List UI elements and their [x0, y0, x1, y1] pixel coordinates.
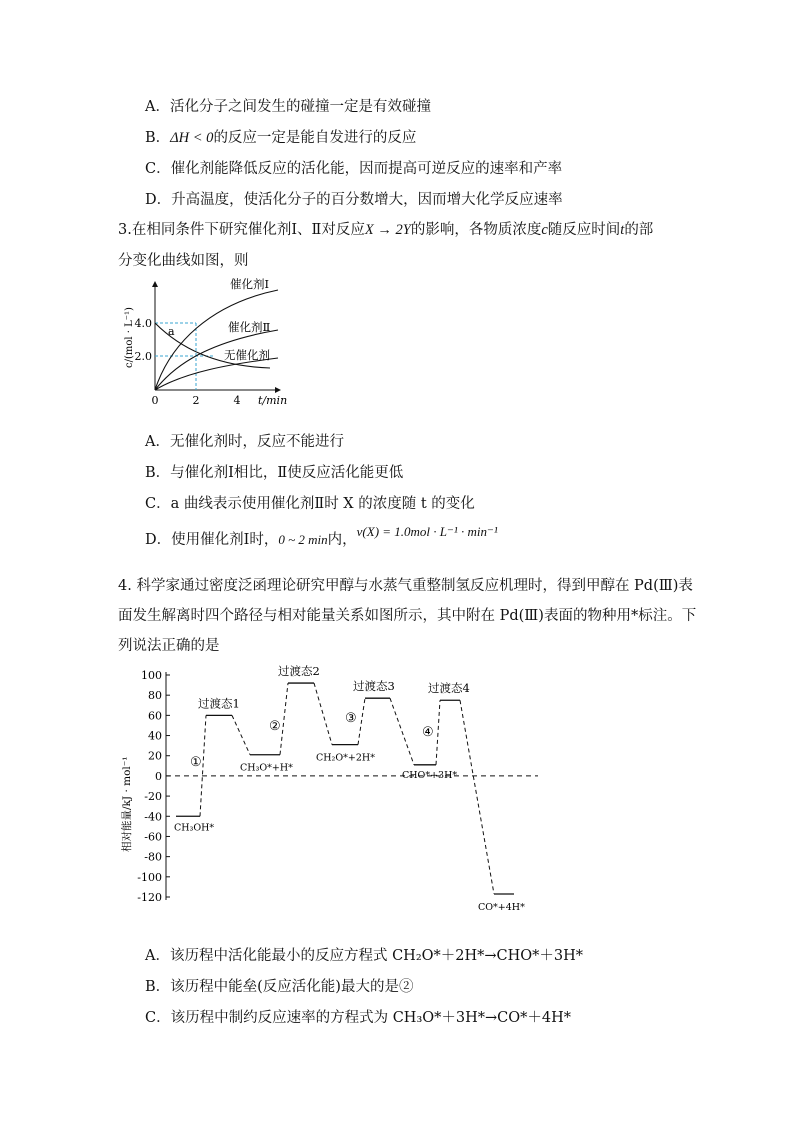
q4-connector [436, 700, 440, 765]
q3-option-d-prefix: D．使用催化剂Ⅰ时， [145, 532, 279, 548]
q4-ytick-label: 40 [148, 729, 162, 743]
q4-ytick-label: 0 [155, 769, 162, 783]
q4-ytick-label: 20 [148, 749, 162, 763]
q4-ytick-label: -120 [137, 891, 162, 904]
q3-option-d-mid: 内， [327, 532, 357, 548]
q3-label-catalyst-2: 催化剂Ⅱ [228, 320, 271, 334]
q4-level-label: CH₃O*+H* [240, 762, 293, 774]
q4-connector [460, 700, 494, 894]
q3-option-a: A．无催化剂时，反应不能进行 [145, 434, 344, 450]
q4-connector [390, 698, 414, 765]
q3-stem-part-d: 的部 [624, 222, 654, 238]
q4-level-label: CH₂O*+2H* [316, 752, 375, 764]
q3-ylabel: c/(mol · L⁻¹) [124, 307, 135, 368]
q3-stem-part-a: 3.在相同条件下研究催化剂Ⅰ、Ⅱ对反应 [118, 222, 365, 238]
q4-ytick-label: 100 [141, 669, 162, 682]
q3-concentration-chart [120, 276, 320, 414]
q4-energy-diagram [110, 662, 550, 920]
q4-option-b: B．该历程中能垒(反应活化能)最大的是② [145, 979, 414, 995]
q4-level-label: 过渡态2 [278, 664, 320, 679]
q3-option-b: B．与催化剂Ⅰ相比，Ⅱ使反应活化能更低 [145, 465, 404, 481]
q4-ytick-label: -20 [144, 790, 162, 804]
q3-stem-line1 [118, 220, 653, 240]
q3-option-c: C．a 曲线表示使用催化剂Ⅱ时 X 的浓度随 t 的变化 [145, 496, 475, 512]
q4-level-label: CO*+4H* [478, 901, 525, 913]
q3-xtick-0: 0 [151, 394, 159, 407]
q4-ytick-label: -80 [144, 850, 162, 864]
q4-option-c: C．该历程中制约反应速率的方程式为 CH₃O*＋3H*→CO*＋4H* [145, 1010, 572, 1026]
q4-ytick-label: -40 [144, 810, 162, 824]
q4-level-label: CH₃OH* [174, 822, 215, 834]
q3-xtick-2: 2 [192, 394, 200, 407]
q4-step-2: ② [269, 719, 281, 734]
q4-step-4: ④ [422, 725, 434, 740]
q3-label-a: a [168, 325, 175, 338]
q4-connector [314, 683, 332, 745]
q4-ytick-label: 80 [148, 689, 162, 703]
q4-ytick-label: -100 [137, 870, 162, 884]
q3-option-d-rate: v(X) = 1.0mol · L⁻¹ · min⁻¹ [356, 524, 498, 539]
q3-label-catalyst-1: 催化剂Ⅰ [230, 277, 270, 291]
q2-option-a: A．活化分子之间发生的碰撞一定是有效碰撞 [145, 99, 431, 115]
q2-option-b-suffix: 的反应一定是能自发进行的反应 [213, 130, 417, 146]
q4-ytick-label: 60 [148, 709, 162, 723]
q4-option-a: A．该历程中活化能最小的反应方程式 CH₂O*＋2H*→CHO*＋3H* [145, 948, 584, 964]
q3-curve-no-catalyst [155, 358, 278, 390]
q4-ytick-label: -60 [144, 830, 162, 844]
q3-stem-line2: 分变化曲线如图，则 [118, 253, 249, 269]
q2-option-d: D．升高温度，使活化分子的百分数增大，因而增大化学反应速率 [145, 192, 563, 208]
q4-level-label: CHO*+3H* [402, 769, 458, 781]
q3-xtick-4: 4 [233, 394, 241, 407]
q2-option-b [145, 128, 416, 148]
q3-stem-c: c [541, 222, 548, 238]
q4-step-1: ① [190, 755, 202, 770]
q4-step-3: ③ [345, 711, 357, 726]
q4-connector [358, 698, 365, 744]
q4-level-label: 过渡态4 [428, 681, 470, 696]
q3-stem-part-c: 随反应时间 [547, 222, 621, 238]
q3-option-d-range: 0 ~ 2 min [278, 532, 328, 547]
q4-stem-line1: 4. 科学家通过密度泛函理论研究甲醇与水蒸气重整制氢反应机理时，得到甲醇在 Pd(Ⅲ)表 [118, 578, 693, 594]
q3-stem-reaction: X → 2Y [364, 222, 411, 238]
q4-level-label: 过渡态3 [353, 679, 395, 694]
q3-xlabel: t/min [258, 394, 288, 407]
q3-ytick-4: 4.0 [134, 317, 152, 330]
q2-option-c: C．催化剂能降低反应的活化能，因而提高可逆反应的速率和产率 [145, 161, 563, 177]
q4-connector [232, 715, 250, 754]
q3-option-d [145, 524, 498, 550]
q2-option-b-math: ΔH < 0 [170, 130, 214, 146]
q3-ytick-2: 2.0 [134, 350, 152, 363]
q4-stem-line3: 列说法正确的是 [118, 638, 220, 654]
q4-connector [280, 683, 288, 755]
q4-stem-line2: 面发生解离时四个路径与相对能量关系如图所示，其中附在 Pd(Ⅲ)表面的物种用*标注。下 [118, 608, 697, 624]
q4-level-label: 过渡态1 [198, 696, 240, 711]
q3-stem-part-b: 的影响，各物质浓度 [410, 222, 542, 238]
q3-label-no-catalyst: 无催化剂 [224, 348, 270, 362]
q4-ylabel: 相对能量/kJ · mol⁻¹ [121, 756, 133, 852]
q3-stem-t: t [620, 222, 625, 238]
q2-option-b-prefix: B． [145, 130, 171, 146]
q3-curve-catalyst-1 [155, 290, 278, 390]
